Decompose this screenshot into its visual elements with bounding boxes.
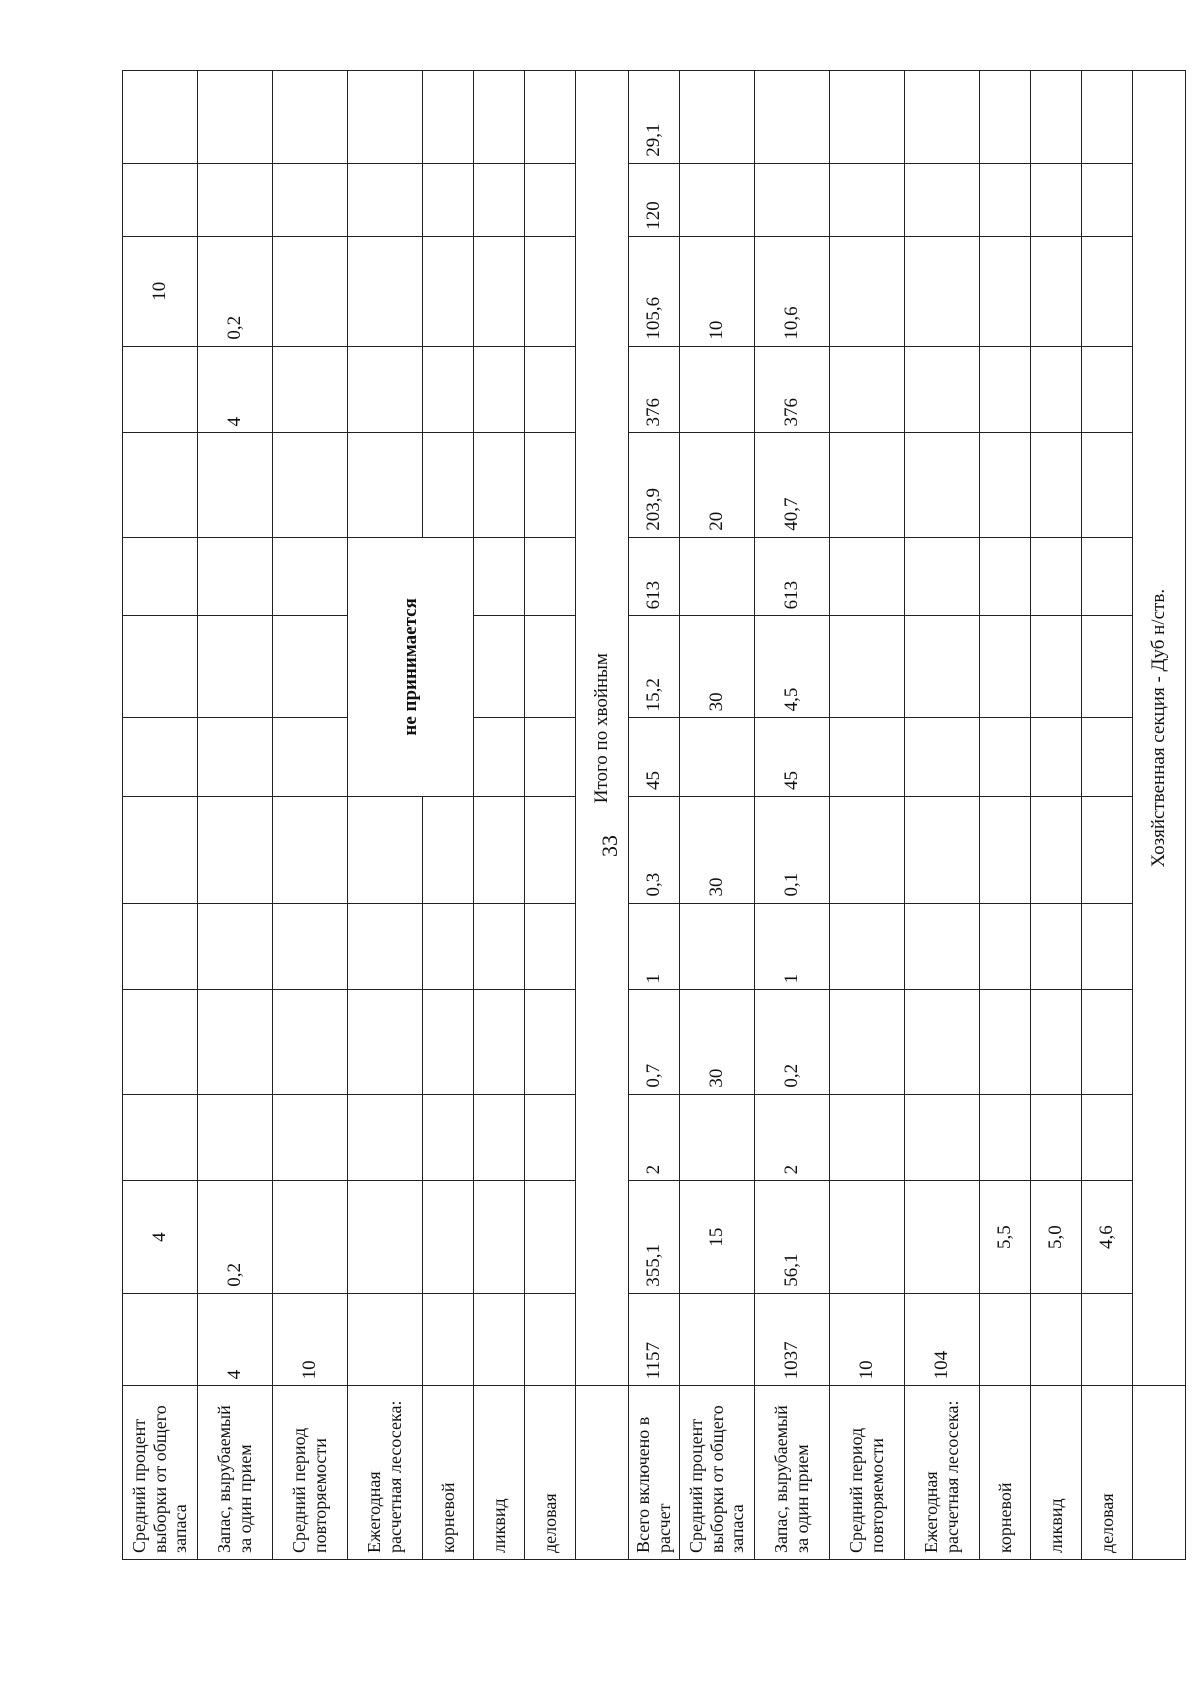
value-cell: 355,1	[629, 1181, 680, 1293]
value-cell	[680, 903, 755, 990]
value-cell	[830, 903, 905, 990]
value-cell	[348, 346, 423, 433]
value-cell: 10	[680, 236, 755, 346]
value-cell	[1031, 797, 1082, 904]
value-cell	[1031, 71, 1082, 164]
value-cell	[273, 346, 348, 433]
value-cell: 0,2	[755, 990, 830, 1094]
value-cell	[1082, 346, 1133, 433]
value-cell: 15,2	[629, 616, 680, 718]
value-cell	[1031, 1293, 1082, 1386]
value-cell: 1157	[629, 1293, 680, 1386]
row-label: Средний период повторяемости	[273, 1386, 348, 1560]
value-cell	[905, 236, 980, 346]
value-cell: 376	[629, 346, 680, 433]
value-cell	[198, 537, 273, 616]
value-cell	[980, 236, 1031, 346]
value-cell: 203,9	[629, 433, 680, 537]
value-cell	[474, 163, 525, 236]
value-cell	[123, 537, 198, 616]
value-cell	[1031, 903, 1082, 990]
value-cell	[1082, 163, 1133, 236]
section-title-row	[576, 71, 629, 1560]
value-cell	[755, 163, 830, 236]
table-row	[755, 71, 830, 1560]
value-cell	[1031, 718, 1082, 797]
value-cell	[830, 71, 905, 164]
value-cell	[525, 1293, 576, 1386]
value-cell: 1	[629, 903, 680, 990]
value-cell	[474, 797, 525, 904]
value-cell	[273, 1094, 348, 1181]
value-cell	[1082, 616, 1133, 718]
row-label: деловая	[1082, 1386, 1133, 1560]
value-cell	[474, 71, 525, 164]
section-top	[123, 71, 576, 1560]
cutting-area-table	[122, 70, 1186, 1560]
value-cell: 29,1	[629, 71, 680, 164]
value-cell: 0,2	[198, 1181, 273, 1293]
value-cell	[348, 990, 423, 1094]
row-label: Средний процент выборки от общего запаса	[680, 1386, 755, 1560]
value-cell	[525, 903, 576, 990]
value-cell: 4	[123, 1181, 198, 1293]
value-cell	[348, 433, 423, 537]
value-cell	[273, 616, 348, 718]
section-title: Итого по хвойным	[576, 71, 629, 1386]
value-cell	[198, 71, 273, 164]
value-cell: 10	[123, 236, 198, 346]
value-cell	[525, 163, 576, 236]
value-cell	[905, 163, 980, 236]
value-cell	[198, 718, 273, 797]
value-cell: 30	[680, 990, 755, 1094]
value-cell	[273, 433, 348, 537]
value-cell: 10	[273, 1293, 348, 1386]
value-cell	[1082, 903, 1133, 990]
value-cell	[123, 990, 198, 1094]
table-row	[474, 71, 525, 1560]
value-cell	[348, 797, 423, 904]
value-cell	[905, 433, 980, 537]
value-cell: 0,7	[629, 990, 680, 1094]
value-cell: 4,5	[755, 616, 830, 718]
value-cell	[474, 1181, 525, 1293]
value-cell	[830, 616, 905, 718]
value-cell: 0,3	[629, 797, 680, 904]
value-cell	[474, 903, 525, 990]
value-cell: 2	[755, 1094, 830, 1181]
value-cell	[980, 163, 1031, 236]
value-cell	[474, 990, 525, 1094]
value-cell	[830, 163, 905, 236]
value-cell: 30	[680, 797, 755, 904]
row-label: Запас, вырубаемый за один прием	[198, 1386, 273, 1560]
row-label: Запас, вырубаемый за один прием	[755, 1386, 830, 1560]
value-cell	[525, 990, 576, 1094]
row-label: ликвид	[1031, 1386, 1082, 1560]
row-label: корневой	[423, 1386, 474, 1560]
value-cell	[980, 718, 1031, 797]
row-label: деловая	[525, 1386, 576, 1560]
value-cell	[1082, 433, 1133, 537]
value-cell	[905, 1181, 980, 1293]
value-cell	[905, 346, 980, 433]
value-cell	[348, 236, 423, 346]
value-cell: 40,7	[755, 433, 830, 537]
value-cell	[474, 236, 525, 346]
value-cell	[123, 1293, 198, 1386]
value-cell	[525, 346, 576, 433]
value-cell	[474, 537, 525, 616]
value-cell: 4	[198, 346, 273, 433]
value-cell	[273, 1181, 348, 1293]
value-cell	[905, 616, 980, 718]
table-row	[629, 71, 680, 1560]
value-cell	[525, 1181, 576, 1293]
value-cell	[830, 236, 905, 346]
table-row	[198, 71, 273, 1560]
value-cell	[1031, 163, 1082, 236]
value-cell	[123, 1094, 198, 1181]
value-cell	[905, 71, 980, 164]
table-row	[123, 71, 198, 1560]
value-cell	[1031, 236, 1082, 346]
value-cell	[198, 990, 273, 1094]
row-label: ликвид	[474, 1386, 525, 1560]
value-cell	[680, 537, 755, 616]
value-cell	[423, 990, 474, 1094]
value-cell	[198, 903, 273, 990]
value-cell	[980, 1293, 1031, 1386]
value-cell	[273, 71, 348, 164]
value-cell	[423, 1293, 474, 1386]
value-cell	[273, 236, 348, 346]
value-cell	[1031, 433, 1082, 537]
value-cell	[273, 537, 348, 616]
section-title: Хозяйственная секция - Дуб н/ств.	[1133, 71, 1186, 1386]
value-cell	[525, 236, 576, 346]
value-cell	[273, 718, 348, 797]
row-label: корневой	[980, 1386, 1031, 1560]
blank-cell	[576, 1386, 629, 1560]
value-cell	[980, 346, 1031, 433]
value-cell	[980, 797, 1031, 904]
value-cell	[830, 1094, 905, 1181]
value-cell	[423, 797, 474, 904]
value-cell: 56,1	[755, 1181, 830, 1293]
value-cell: 45	[755, 718, 830, 797]
value-cell	[474, 1094, 525, 1181]
value-cell	[348, 1293, 423, 1386]
value-cell	[1031, 537, 1082, 616]
value-cell	[980, 1094, 1031, 1181]
value-cell	[980, 71, 1031, 164]
value-cell	[1031, 616, 1082, 718]
value-cell: 376	[755, 346, 830, 433]
value-cell	[830, 346, 905, 433]
value-cell	[123, 346, 198, 433]
value-cell	[525, 1094, 576, 1181]
value-cell	[423, 433, 474, 537]
value-cell	[1082, 1094, 1133, 1181]
value-cell	[273, 903, 348, 990]
value-cell	[123, 903, 198, 990]
value-cell	[1082, 71, 1133, 164]
table-row	[423, 71, 474, 1560]
blank-cell	[1133, 1386, 1186, 1560]
section-conifer	[576, 71, 1186, 1560]
value-cell	[905, 797, 980, 904]
value-cell	[755, 71, 830, 164]
value-cell: 20	[680, 433, 755, 537]
value-cell	[348, 71, 423, 164]
value-cell	[1031, 1094, 1082, 1181]
value-cell: 2	[629, 1094, 680, 1181]
value-cell	[474, 1293, 525, 1386]
value-cell	[680, 163, 755, 236]
value-cell	[1082, 718, 1133, 797]
value-cell: 613	[755, 537, 830, 616]
value-cell	[1082, 1293, 1133, 1386]
table-row	[905, 71, 980, 1560]
value-cell	[525, 433, 576, 537]
value-cell	[123, 433, 198, 537]
value-cell	[474, 616, 525, 718]
value-cell	[273, 797, 348, 904]
value-cell	[525, 537, 576, 616]
value-cell	[525, 718, 576, 797]
value-cell	[1031, 990, 1082, 1094]
value-cell: 45	[629, 718, 680, 797]
value-cell	[525, 71, 576, 164]
value-cell: 105,6	[629, 236, 680, 346]
value-cell	[474, 346, 525, 433]
value-cell	[348, 1094, 423, 1181]
value-cell	[905, 718, 980, 797]
table-row	[525, 71, 576, 1560]
value-cell: 15	[680, 1181, 755, 1293]
value-cell	[198, 797, 273, 904]
value-cell: 1	[755, 903, 830, 990]
value-cell: 120	[629, 163, 680, 236]
value-cell	[423, 1094, 474, 1181]
value-cell	[348, 163, 423, 236]
section-title-row	[1133, 71, 1186, 1560]
value-cell: 0,2	[198, 236, 273, 346]
value-cell	[198, 616, 273, 718]
value-cell	[123, 163, 198, 236]
value-cell	[980, 537, 1031, 616]
value-cell	[525, 797, 576, 904]
value-cell	[905, 1094, 980, 1181]
value-cell: 0,1	[755, 797, 830, 904]
table-row	[830, 71, 905, 1560]
table-row	[980, 71, 1031, 1560]
value-cell	[423, 903, 474, 990]
value-cell	[474, 433, 525, 537]
value-cell	[1031, 346, 1082, 433]
value-cell: 4	[198, 1293, 273, 1386]
value-cell	[980, 990, 1031, 1094]
value-cell	[423, 71, 474, 164]
value-cell	[123, 71, 198, 164]
value-cell	[830, 433, 905, 537]
value-cell: 10,6	[755, 236, 830, 346]
value-cell	[423, 346, 474, 433]
value-cell: 5,5	[980, 1181, 1031, 1293]
page-number: 33	[597, 835, 622, 857]
value-cell	[980, 903, 1031, 990]
value-cell: 5,0	[1031, 1181, 1082, 1293]
value-cell: 4,6	[1082, 1181, 1133, 1293]
value-cell: 613	[629, 537, 680, 616]
value-cell	[273, 990, 348, 1094]
value-cell	[474, 718, 525, 797]
value-cell	[1082, 537, 1133, 616]
value-cell	[123, 616, 198, 718]
value-cell	[348, 903, 423, 990]
table-row	[1082, 71, 1133, 1560]
value-cell	[680, 718, 755, 797]
value-cell	[198, 1094, 273, 1181]
value-cell	[1082, 990, 1133, 1094]
value-cell	[680, 346, 755, 433]
value-cell	[980, 616, 1031, 718]
value-cell: 104	[905, 1293, 980, 1386]
value-cell	[680, 1293, 755, 1386]
value-cell	[830, 990, 905, 1094]
value-cell	[273, 163, 348, 236]
value-cell	[680, 1094, 755, 1181]
row-label: Средний период повторяемости	[830, 1386, 905, 1560]
row-label: Средний процент выборки от общего запаса	[123, 1386, 198, 1560]
value-cell	[905, 990, 980, 1094]
value-cell	[1082, 797, 1133, 904]
not-accepted-note: не принимается	[348, 537, 474, 796]
value-cell	[423, 163, 474, 236]
value-cell	[348, 1181, 423, 1293]
value-cell	[423, 236, 474, 346]
table-row	[1031, 71, 1082, 1560]
value-cell: 10	[830, 1293, 905, 1386]
row-label: Ежегодная расчетная лесосека:	[905, 1386, 980, 1560]
value-cell	[123, 718, 198, 797]
value-cell	[830, 797, 905, 904]
value-cell	[198, 433, 273, 537]
row-label: Ежегодная расчетная лесосека:	[348, 1386, 423, 1560]
table-row	[348, 71, 423, 1560]
value-cell	[830, 1181, 905, 1293]
table-row	[273, 71, 348, 1560]
rotated-sheet	[122, 70, 1169, 1560]
value-cell	[830, 718, 905, 797]
value-cell	[1082, 236, 1133, 346]
value-cell: 30	[680, 616, 755, 718]
value-cell	[980, 433, 1031, 537]
value-cell	[525, 616, 576, 718]
value-cell	[423, 1181, 474, 1293]
value-cell	[198, 163, 273, 236]
value-cell	[830, 537, 905, 616]
value-cell	[123, 797, 198, 904]
value-cell	[905, 537, 980, 616]
row-label: Всего включено в расчет	[629, 1386, 680, 1560]
value-cell	[905, 903, 980, 990]
value-cell	[680, 71, 755, 164]
table-row	[680, 71, 755, 1560]
value-cell: 1037	[755, 1293, 830, 1386]
